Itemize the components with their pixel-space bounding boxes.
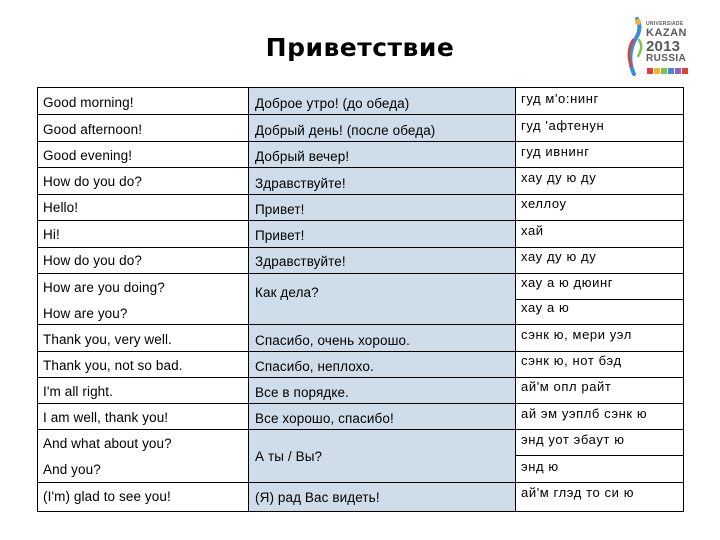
logo-line-2: KAZAN (646, 27, 687, 39)
table-cell-russian: Добрый вечер! (255, 149, 350, 164)
table-cell-english: Hi! (43, 227, 60, 242)
table-cell-english: I am well, thank you! (43, 410, 169, 425)
logo-color-dots (647, 68, 688, 74)
table-cell-transcription: энд уот эбаут ю (521, 432, 625, 447)
table-cell-transcription: гуд 'афтенун (521, 118, 605, 133)
row-divider (515, 455, 683, 456)
table-cell-russian: Спасибо, очень хорошо. (255, 333, 411, 348)
table-cell-transcription: хау ду ю ду (521, 249, 597, 264)
greetings-table (37, 87, 684, 512)
table-cell-russian: Здравствуйте! (255, 176, 346, 191)
table-cell-russian: Все в порядке. (255, 385, 350, 400)
table-cell-english: How do you do? (43, 174, 142, 189)
page-title: Приветствие (265, 33, 455, 62)
table-cell-english: And you? (43, 462, 101, 477)
logo-line-4: RUSSIA (646, 53, 687, 64)
table-cell-english: How do you do? (43, 253, 142, 268)
table-cell-transcription: гуд м'о:нинг (521, 91, 599, 106)
table-cell-transcription: хау а ю дюинг (521, 275, 614, 290)
row-divider (38, 273, 683, 274)
table-cell-russian: А ты / Вы? (255, 449, 323, 464)
table-cell-russian: Как дела? (255, 285, 319, 300)
table-cell-russian: Добрый день! (после обеда) (255, 123, 436, 138)
table-cell-english: Good morning! (43, 95, 134, 110)
column-divider (248, 88, 249, 511)
table-cell-english: Thank you, not so bad. (43, 358, 183, 373)
table-cell-transcription: ай'м опл райт (521, 379, 612, 394)
table-cell-transcription: хеллоу (521, 196, 567, 211)
row-divider (38, 247, 683, 248)
row-divider (38, 377, 683, 378)
table-cell-russian: Привет! (255, 202, 305, 217)
table-cell-russian: Спасибо, неплохо. (255, 359, 374, 374)
table-cell-transcription: сэнк ю, нот бэд (521, 353, 622, 368)
table-cell-transcription: хай (521, 223, 544, 238)
table-cell-transcription: хау ду ю ду (521, 170, 597, 185)
table-cell-russian: Доброе утро! (до обеда) (255, 96, 410, 111)
logo-line-3: 2013 (646, 38, 681, 55)
table-cell-english: How are you doing? (43, 280, 165, 295)
row-divider (38, 403, 683, 404)
table-cell-english: How are you? (43, 306, 128, 321)
table-cell-english: Thank you, very well. (43, 332, 172, 347)
row-divider (38, 482, 683, 483)
table-cell-russian: Привет! (255, 228, 305, 243)
torch-icon (620, 16, 646, 76)
row-divider (38, 324, 683, 325)
table-cell-russian: Здравствуйте! (255, 254, 346, 269)
table-cell-transcription: хау а ю (521, 300, 570, 315)
table-cell-english: (I'm) glad to see you! (43, 489, 171, 504)
table-cell-transcription: гуд ивнинг (521, 144, 590, 159)
universiade-logo (620, 16, 692, 78)
table-cell-transcription: сэнк ю, мери уэл (521, 327, 632, 342)
table-cell-english: Good evening! (43, 148, 133, 163)
table-cell-transcription: энд ю (521, 459, 559, 474)
row-divider (38, 141, 683, 142)
row-divider (38, 220, 683, 221)
row-divider (38, 114, 683, 115)
logo-line-1: UNIVERSIADE (646, 21, 684, 27)
logo-text (646, 22, 687, 64)
table-cell-russian: Все хорошо, спасибо! (255, 411, 394, 426)
table-cell-english: And what about you? (43, 436, 172, 451)
table-cell-transcription: ай'м глэд то си ю (521, 485, 635, 500)
row-divider (38, 429, 683, 430)
row-divider (38, 194, 683, 195)
table-cell-english: Hello! (43, 200, 79, 215)
row-divider (38, 167, 683, 168)
table-cell-english: Good afternoon! (43, 122, 143, 137)
table-cell-english: I'm all right. (43, 384, 113, 399)
table-cell-russian: (Я) рад Вас видеть! (255, 490, 380, 505)
row-divider (38, 351, 683, 352)
table-cell-transcription: ай эм уэплб сэнк ю (521, 406, 648, 421)
